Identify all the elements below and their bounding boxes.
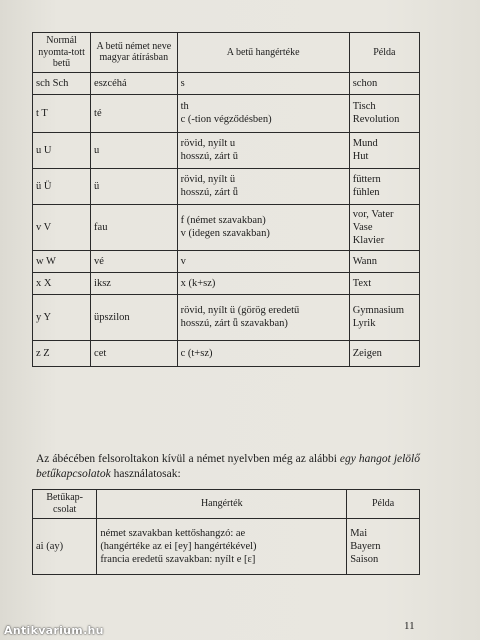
letter-cell: ü Ü xyxy=(33,168,91,204)
sound-line: x (k+sz) xyxy=(180,277,216,289)
sound-line: hosszú, zárt ǖ xyxy=(180,187,239,198)
header-combination: Betűkap-csolat xyxy=(33,490,97,519)
example-line: Revolution xyxy=(352,114,400,125)
example-line: Hut xyxy=(352,151,369,162)
sound-cell xyxy=(177,250,349,272)
alphabet-table-header xyxy=(33,33,420,73)
example-line: vor, Vater xyxy=(352,208,394,220)
letter-cell: v V xyxy=(33,204,91,250)
combination-row xyxy=(33,519,420,575)
combination-sound-line: francia eredetű szavakban: nyílt e [ε] xyxy=(100,554,256,565)
intro-text-2: használatosak: xyxy=(110,468,181,480)
header-letter-name: A betű német neve magyar átírásban xyxy=(91,33,178,73)
sound-cell xyxy=(177,340,349,366)
alphabet-row xyxy=(33,168,420,204)
example-line: Zeigen xyxy=(352,347,382,359)
page-number: 11 xyxy=(404,620,415,632)
alphabet-row xyxy=(33,272,420,294)
combination-example-line: Mai xyxy=(350,528,368,539)
letter-name-cell: ü xyxy=(91,168,178,204)
combination-sound-line: (hangértéke az ei [ey] hangértékével) xyxy=(100,541,257,552)
example-line: Tisch xyxy=(352,101,376,112)
letter-name-cell: té xyxy=(91,94,178,132)
example-line: füttern xyxy=(352,174,381,185)
combination-sound-cell xyxy=(97,519,347,575)
alphabet-row xyxy=(33,340,420,366)
alphabet-row xyxy=(33,250,420,272)
letter-name-cell: üpszilon xyxy=(91,294,178,340)
example-cell xyxy=(349,132,419,168)
example-line: Vase xyxy=(352,221,373,233)
combination-example-line: Saison xyxy=(350,554,379,565)
example-cell xyxy=(349,94,419,132)
sound-cell xyxy=(177,132,349,168)
sound-line: rövid, nyílt u xyxy=(180,138,236,149)
combination-example-line: Bayern xyxy=(350,541,381,552)
example-line: Lyrik xyxy=(352,318,376,329)
sound-line: f (német szavakban) xyxy=(180,215,266,226)
example-cell xyxy=(349,272,419,294)
example-line: Gymnasium xyxy=(352,305,405,316)
intro-paragraph xyxy=(36,452,420,482)
example-cell xyxy=(349,294,419,340)
sound-line: c (-tion végződésben) xyxy=(180,114,272,125)
letter-name-cell: eszcéhá xyxy=(91,72,178,94)
watermark-text: Antikvarium.hu xyxy=(4,624,104,637)
example-cell xyxy=(349,250,419,272)
sound-cell xyxy=(177,272,349,294)
combination-sound-line: német szavakban kettőshangzó: ae xyxy=(100,528,246,539)
sound-line: c (t+sz) xyxy=(180,347,213,359)
letter-cell: z Z xyxy=(33,340,91,366)
sound-line: rövid, nyílt ü (görög eredetű xyxy=(180,305,300,316)
example-line: Mund xyxy=(352,138,378,149)
letter-cell: w W xyxy=(33,250,91,272)
letter-cell: u U xyxy=(33,132,91,168)
sound-cell xyxy=(177,204,349,250)
letter-cell: sch Sch xyxy=(33,72,91,94)
letter-name-cell: fau xyxy=(91,204,178,250)
header-sound-value: A betű hangértéke xyxy=(177,33,349,73)
sound-line: v (idegen szavakban) xyxy=(180,228,270,239)
example-line: fühlen xyxy=(352,187,380,198)
example-line: Wann xyxy=(352,255,377,267)
example-cell xyxy=(349,204,419,250)
alphabet-row xyxy=(33,294,420,340)
header-printed-letter: Normál nyomta-tott betű xyxy=(33,33,91,73)
example-line: Text xyxy=(352,277,372,289)
alphabet-row xyxy=(33,72,420,94)
sound-line: v xyxy=(180,255,186,267)
combination-example-cell xyxy=(347,519,420,575)
letter-combination-table xyxy=(32,489,420,575)
watermark-logo xyxy=(0,622,480,640)
letter-name-cell: vé xyxy=(91,250,178,272)
intro-text-1: Az ábécében felsoroltakon kívül a német nyelvben még az alábbi xyxy=(36,453,340,465)
intro-italic: egy hangot jelölő betűkapcsolatok xyxy=(36,453,421,480)
letter-cell: y Y xyxy=(33,294,91,340)
example-line: Klavier xyxy=(352,234,385,246)
sound-cell xyxy=(177,94,349,132)
alphabet-table xyxy=(32,32,420,367)
sound-cell xyxy=(177,72,349,94)
combination-table-header xyxy=(33,490,420,519)
letter-name-cell: cet xyxy=(91,340,178,366)
alphabet-row xyxy=(33,94,420,132)
alphabet-row xyxy=(33,132,420,168)
example-cell xyxy=(349,72,419,94)
sound-line: hosszú, zárt ǖ szavakban) xyxy=(180,318,288,329)
letter-name-cell: iksz xyxy=(91,272,178,294)
sound-line: hosszú, zárt ū xyxy=(180,151,239,162)
alphabet-row xyxy=(33,204,420,250)
example-cell xyxy=(349,340,419,366)
header-sound: Hangérték xyxy=(97,490,347,519)
header-example-2: Példa xyxy=(347,490,420,519)
combination-cell: ai (ay) xyxy=(33,519,97,575)
header-example: Példa xyxy=(349,33,419,73)
letter-name-cell: u xyxy=(91,132,178,168)
example-cell xyxy=(349,168,419,204)
example-line: schon xyxy=(352,77,378,89)
sound-line: th xyxy=(180,101,189,112)
letter-cell: x X xyxy=(33,272,91,294)
sound-line: rövid, nyílt ü xyxy=(180,174,236,185)
sound-line: s xyxy=(180,77,185,89)
letter-cell: t T xyxy=(33,94,91,132)
sound-cell xyxy=(177,294,349,340)
sound-cell xyxy=(177,168,349,204)
